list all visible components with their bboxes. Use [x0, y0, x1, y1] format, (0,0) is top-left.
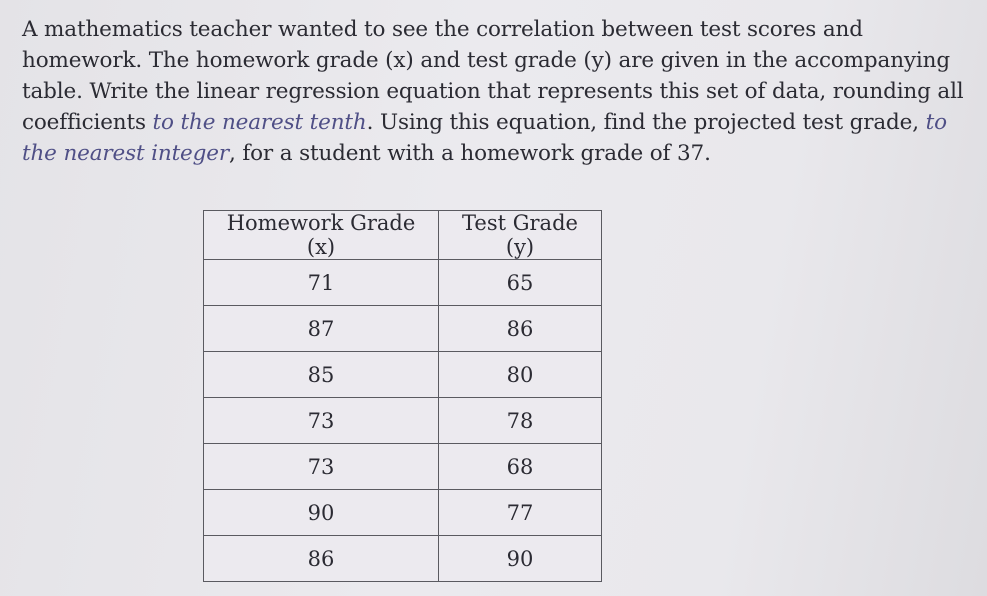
- data-table-container: [203, 210, 602, 582]
- table-row: [204, 444, 602, 490]
- table-row: [204, 306, 602, 352]
- test-grade-cell: 68: [439, 444, 602, 490]
- homework-grade-cell: 71: [204, 260, 439, 306]
- table-row: [204, 260, 602, 306]
- problem-text-part-3: , for a student with a homework grade of 37.: [228, 141, 711, 166]
- problem-text-part-1: A mathematics teacher wanted to see the correlation between test scores and homework. The homework grade (x) and test grade (y) are given in the accompanying table. Write the linear regression equation that represents this set of data, rounding all coefficients: [22, 17, 964, 135]
- table-row: [204, 536, 602, 582]
- homework-grade-cell: 73: [204, 398, 439, 444]
- homework-grade-cell: 90: [204, 490, 439, 536]
- data-table: [203, 210, 602, 582]
- column-header-test-grade: Test Grade (y): [439, 211, 602, 260]
- test-grade-cell: 86: [439, 306, 602, 352]
- table-header-row: [204, 211, 602, 260]
- homework-grade-cell: 86: [204, 536, 439, 582]
- test-grade-cell: 77: [439, 490, 602, 536]
- homework-grade-cell: 73: [204, 444, 439, 490]
- problem-emphasis-tenth: to the nearest tenth: [152, 110, 367, 135]
- problem-text-part-2: . Using this equation, find the projected test grade,: [366, 110, 926, 135]
- test-grade-cell: 65: [439, 260, 602, 306]
- column-header-homework-grade: Homework Grade (x): [204, 211, 439, 260]
- homework-grade-cell: 87: [204, 306, 439, 352]
- test-grade-cell: 90: [439, 536, 602, 582]
- table-row: [204, 352, 602, 398]
- table-row: [204, 398, 602, 444]
- table-row: [204, 490, 602, 536]
- homework-grade-cell: 85: [204, 352, 439, 398]
- test-grade-cell: 78: [439, 398, 602, 444]
- test-grade-cell: 80: [439, 352, 602, 398]
- problem-emphasis-integer: to the nearest integer: [22, 110, 947, 166]
- problem-statement: [22, 14, 980, 169]
